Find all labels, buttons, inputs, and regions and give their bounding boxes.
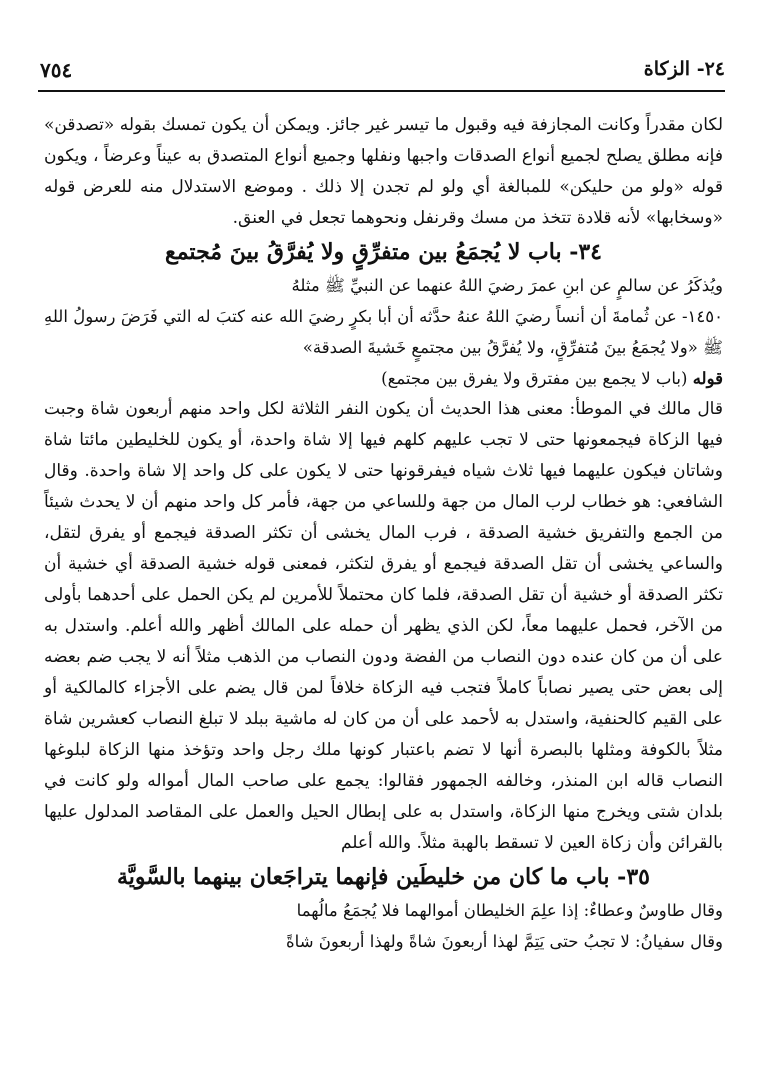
commentary-qawluhu [44,363,723,394]
chapter-heading-34: ٣٤- باب لا يُجمَعُ بين متفرِّقٍ ولا يُفرَّقُ بينَ مُجتمع [165,239,602,265]
chapter-heading-35: ٣٥- باب ما كان من خليطَين فإنهما يتراجَعان بينهما بالسَّويَّة [117,864,650,890]
paragraph-commentary: قال مالك في الموطأ: معنى هذا الحديث أن يكون النفر الثلاثة لكل واحد منهم أربعون شاة وجبت فيها الزكاة فيجمعونها حتى لا تجب عليهم كلهم فيها إلا شاة واحدة، أو يكون للخليطين مائتا شاة وشاتان فيكون عليهما فيها ثلاث شياه فيفرقونها حتى لا يكون على كل واحد إلا شاة واحدة. وقال الشافعي: هو خطاب لرب المال من جهة وللساعي من جهة، فأمر كل واحد منهم أن لا يحدث شيئاً من الجمع والتفريق خشية الصدقة ، فرب المال يخشى أن تكثر الصدقة فيجمع أو يفرق لتقل، والساعي يخشى أن تقل الصدقة فيجمع أو يفرق لتكثر، فمعنى قوله خشية الصدقة أي خشية أن تكثر الصدقة أو خشية أن تقل الصدقة، فلما كان محتملاً للأمرين لم يكن الحمل على أحدهما بأولى من الآخر، فحمل عليهما معاً، لكن الذي يظهر أن حمله على المالك أظهر والله أعلم. واستدل به على أن من كان عنده دون النصاب من الفضة ودون النصاب من الذهب مثلاً أنه لا يجب ضم بعضه إلى بعض حتى يصير نصاباً كاملاً فتجب فيه الزكاة خلافاً لمن قال يضم على الأجزاء كالمالكية أو على القيم كالحنفية، واستدل به لأحمد على أن من كان له ماشية ببلد لا تبلغ النصاب كعشرين شاة مثلاً بالكوفة ومثلها بالبصرة أنها لا تضم باعتبار كونها ملك رجل واحد وتؤخذ منها الزكاة لبلوغها النصاب قاله ابن المنذر، وخالفه الجمهور فقالوا: يجمع على صاحب المال أمواله ولو كانت في بلدان شتى ويخرج منها الزكاة، واستدل به على إبطال الحيل والعمل على المقاصد المدلول عليها بالقرائن وأن زكاة العين لا تسقط بالهبة مثلاً. والله أعلم [44,399,723,853]
paragraph-sufyan: وقال سفيانُ: لا تجبُ حتى يَتِمَّ لهذا أربعونَ شاةً ولهذا أربعونَ شاةً [286,932,723,951]
hadith-1450: ١٤٥٠- عن ثُمامةَ أن أنساً رضيَ اللهُ عنهُ حدَّثه أن أبا بكرٍ رضيَ الله عنه كتبَ له التي فَرَضَ رسولُ اللهِ ﷺ «ولا يُجمَعُ بينَ مُتفرِّقٍ، ولا يُفرَّقُ بين مجتمعٍ خَشيةَ الصدقة» [44,307,723,357]
running-title: ٢٤- الزكاة [643,58,725,80]
qawluhu-label: قوله [692,369,723,388]
qawluhu-text: (باب لا يجمع بين مفترق ولا يفرق بين مجتمع) [381,369,688,388]
paragraph-intro: لكان مقدراً وكانت المجازفة فيه وقبول ما تيسر غير جائز. ويمكن أن يكون تمسك بقوله «تصدقن» فإنه مطلق يصلح لجميع أنواع الصدقات واجبها ونفلها وجميع أنواع المتصدق به عيناً وعرضاً ، ويكون قوله «ولو من حليكن» للمبالغة أي ولو لم تجدن إلا ذلك . وموضع الاستدلال منه للعرض قوله «وسخابها» لأنه قلادة تتخذ من مسك وقرنفل ونحوهما تجعل في العنق. [44,115,723,228]
page-number: ٧٥٤ [40,58,73,82]
page-body [44,110,723,957]
paragraph-tawus: وقال طاوسٌ وعطاءٌ: إذا علِمَ الخليطان أموالهما فلا يُجمَعُ مالُهما [296,901,723,920]
page-header [38,56,725,92]
paragraph-dhukir: ويُذكَرُ عن سالمٍ عن ابنِ عمرَ رضيَ اللهُ عنهما عن النبيِّ ﷺ مثلهُ [291,276,723,295]
